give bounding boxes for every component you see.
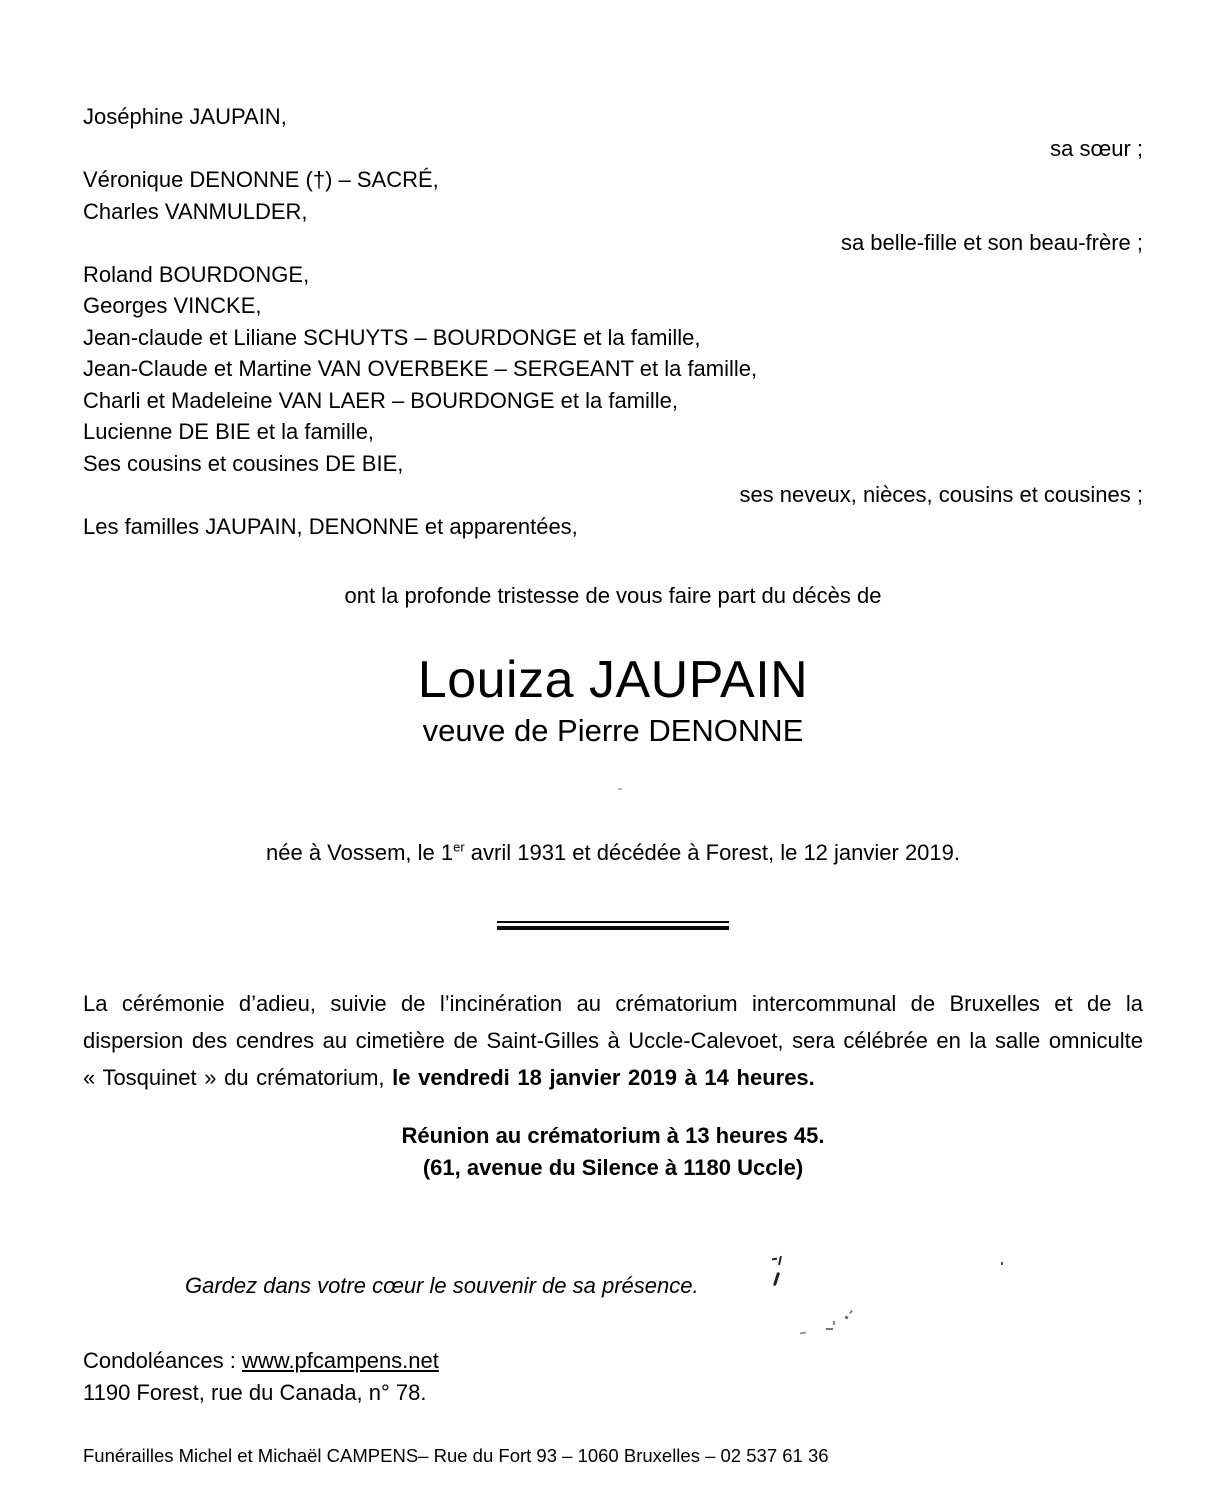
family-member-line: Jean-claude et Liliane SCHUYTS – BOURDONGE et la famille, [83,324,701,350]
scan-artifact [826,1328,833,1330]
birth-death-line [83,838,1143,868]
scan-artifact [833,1321,835,1325]
relation-line: sa belle-fille et son beau-frère ; [840,230,1143,255]
family-member-line: Charli et Madeleine VAN LAER – BOURDONGE et la famille, [83,387,679,413]
widow-subtitle: veuve de Pierre DENONNE [422,713,804,748]
condolences-label: Condoléances : [83,1348,242,1373]
address-line: 1190 Forest, rue du Canada, n° 78. [83,1380,427,1405]
family-member-line: Lucienne DE BIE et la famille, [83,419,375,444]
section-divider [497,921,729,930]
relation-line: ses neveux, nièces, cousins et cousines ; [739,482,1143,507]
family-member-line: Georges VINCKE, [83,293,262,318]
funeral-home-footer: Funérailles Michel et Michaël CAMPENS– Rue du Fort 93 – 1060 Bruxelles – 02 537 61 36 [83,1445,829,1466]
meeting-address-line: (61, avenue du Silence à 1180 Uccle) [422,1155,804,1180]
family-member-line: Véronique DENONNE (†) – SACRÉ, [83,167,439,192]
ordinal-superscript: er [453,839,465,855]
website-link: www.pfcampens.net [242,1348,439,1373]
meeting-time-line: Réunion au crématorium à 13 heures 45. [401,1123,825,1148]
relation-line: sa sœur ; [1050,135,1143,161]
memorial-quote: Gardez dans votre cœur le souvenir de sa présence. [185,1273,699,1298]
family-member-line: Roland BOURDONGE, [83,261,310,287]
deceased-name-title: Louiza JAUPAIN [417,651,809,709]
family-names-section [83,101,1143,542]
family-member-line: Ses cousins et cousines DE BIE, [83,450,404,476]
scan-artifact [618,788,622,790]
birth-death-suffix: avril 1931 et décédée à Forest, le 12 janvier 2019. [464,840,960,865]
announcement-line: ont la profonde tristesse de vous faire part du décès de [344,583,882,608]
condolences-line [83,1345,1143,1377]
family-member-line: Charles VANMULDER, [83,198,308,224]
ceremony-datetime-bold: le vendredi 18 janvier 2019 à 14 heures. [392,1065,815,1090]
ceremony-text: La cérémonie d’adieu, suivie de l’incinération au crématorium intercommunal de Bruxelles et de la dispersion des cendres au cimetière de Saint-Gilles à Uccle-Calevoet, sera célébrée en la salle omniculte « Tosquinet » du crématorium, [83,991,1143,1090]
family-member-line: Les familles JAUPAIN, DENONNE et apparentées, [83,513,578,539]
ceremony-paragraph [83,985,1143,1096]
birth-death-prefix: née à Vossem, le 1 [266,840,454,865]
scan-artifact [1001,1262,1003,1265]
family-member-line: Jean-Claude et Martine VAN OVERBEKE – SERGEANT et la famille, [83,356,758,381]
family-member-line: Joséphine JAUPAIN, [83,104,287,129]
